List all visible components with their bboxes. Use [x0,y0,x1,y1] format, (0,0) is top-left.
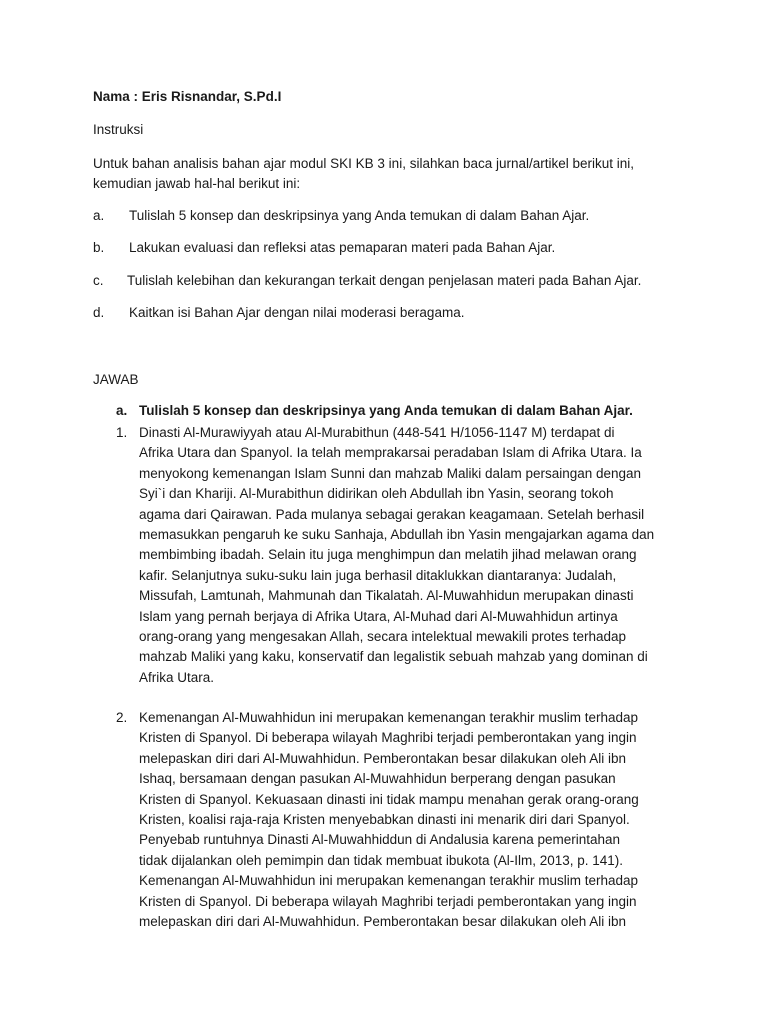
instruksi-heading: Instruksi [93,122,144,137]
item-line: memasukkan pengaruh ke suku Sanhaja, Abdullah ibn Yasin mengajarkan agama dan [139,527,655,543]
item-line: membimbing ibadah. Selain itu juga menghimpun dan melatih jihad melawan orang [139,547,637,563]
intro-paragraph [93,154,693,194]
item-line: Kemenangan Al-Muwahhidun ini merupakan kemenangan terakhir muslim terhadap [139,873,639,889]
item-line: tidak dijalankan oleh pemimpin dan tidak membuat ibukota (Al-Ilm, 2013, p. 141). [139,852,624,868]
author-name: Nama : Eris Risnandar, S.Pd.I [93,89,282,104]
item-line: Kristen di Spanyol. Di beberapa wilayah Maghribi terjadi pemberontakan yang ingin [139,730,637,746]
item-line: Penyebab runtuhnya Dinasti Al-Muwahhiddun di Andalusia karena pemerintahan [139,832,621,848]
item-line: Dinasti Al-Murawiyyah atau Al-Murabithun (448-541 H/1056-1147 M) terdapat di [139,425,615,440]
task-text: Kaitkan isi Bahan Ajar dengan nilai moderasi beragama. [129,305,465,320]
task-letter: b. [93,240,105,255]
item-line: menyokong kemenangan Islam Sunni dan mahzab Maliki dalam persaingan dengan [139,465,642,481]
task-b [93,239,555,257]
task-d [93,304,464,322]
task-text: Tulislah 5 konsep dan deskripsinya yang Anda temukan di dalam Bahan Ajar. [129,208,590,223]
task-a [93,207,589,225]
task-letter: a. [93,208,105,223]
item-line: Kristen, koalisi raja-raja Kristen menyebabkan dinasti ini menarik diri dari Spanyol. [139,812,630,828]
item-line: Afrika Utara. [139,669,215,685]
item-line: Syi`i dan Khariji. Al-Murabithun didirikan oleh Abdullah ibn Yasin, seorang tokoh [139,486,614,502]
task-letter: c. [93,273,104,288]
item-line: Kristen di Spanyol. Kekuasaan dinasti ini tidak mampu menahan gerak orang-orang [139,791,639,807]
item-line: melepaskan diri dari Al-Muwahhidun. Pemberontakan besar dilakukan oleh Ali ibn [139,914,627,930]
item-line: Afrika Utara dan Spanyol. Ia telah memprakarsai peradaban Islam di Afrika Utara. Ia [139,445,642,461]
item-line: orang-orang yang mengesakan Allah, secara intelektual mewakili protes terhadap [139,629,627,645]
item-number: 2. [116,710,128,725]
item-line: Ishaq, bersamaan dengan pasukan Al-Muwahhidun berperang dengan pasukan [139,771,616,787]
item-line: melepaskan diri dari Al-Muwahhidun. Pemberontakan besar dilakukan oleh Ali ibn [139,750,627,766]
jawab-heading: JAWAB [93,372,139,387]
item-line: kafir. Selanjutnya suku-suku lain juga berhasil ditaklukkan diantaranya: Judalah, [139,567,617,583]
item-line: Missufah, Lamtunah, Mahmunah dan Tikalatah. Al-Muwahhidun merupakan dinasti [139,588,634,604]
item-line: mahzab Maliki yang kaku, konservatif dan legalistik sebuah mahzab yang dominan di [139,649,648,665]
intro-line: kemudian jawab hal-hal berikut ini: [93,176,301,191]
task-text: Tulislah kelebihan dan kekurangan terkait dengan penjelasan materi pada Bahan Ajar. [127,273,642,288]
item-line: Kemenangan Al-Muwahhidun ini merupakan kemenangan terakhir muslim terhadap [139,710,639,725]
task-c [93,272,641,290]
task-letter: d. [93,305,105,320]
section-title: Tulislah 5 konsep dan deskripsinya yang Anda temukan di dalam Bahan Ajar. [139,403,633,418]
intro-line: Untuk bahan analisis bahan ajar modul SKI KB 3 ini, silahkan baca jurnal/artikel berikut ini, [93,156,635,171]
task-text: Lakukan evaluasi dan refleksi atas pemaparan materi pada Bahan Ajar. [129,240,556,255]
item-line: Islam yang pernah berjaya di Afrika Utara, Al-Muhad dari Al-Muwahhidun artinya [139,608,618,624]
item-line: Kristen di Spanyol. Di beberapa wilayah Maghribi terjadi pemberontakan yang ingin [139,893,637,909]
section-a-heading [116,402,633,420]
item-number: 1. [116,425,128,440]
item-text [139,423,654,688]
item-text [139,708,639,932]
item-line: agama dari Qairawan. Pada mulanya sebagai gerakan keagamaan. Setelah berhasil [139,506,645,522]
section-marker: a. [116,403,128,418]
